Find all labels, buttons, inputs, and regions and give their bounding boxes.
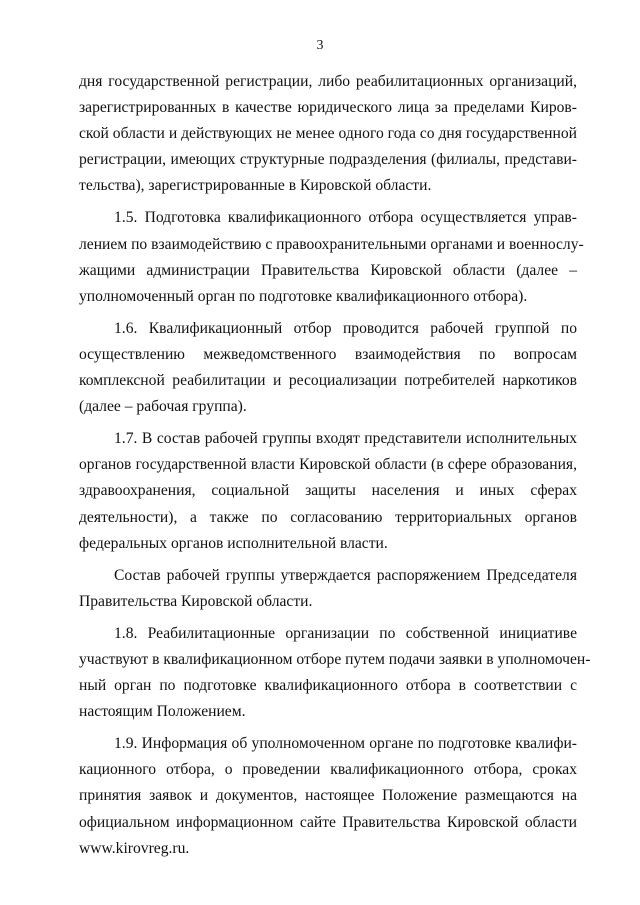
paragraph-1-7 <box>79 426 577 556</box>
text-line: ный орган по подготовке квалификационного отбора в соответствии с <box>79 677 577 695</box>
text-line: деятельности), а также по согласованию территориальных органов <box>79 508 577 526</box>
text-line: (далее – рабочая группа). <box>79 398 247 416</box>
text-line: лением по взаимодействию с правоохранительными органами и военнослу- <box>79 235 584 253</box>
text-line: ской области и действующих не менее одного года со дня государственной <box>79 125 577 143</box>
text-line: федеральных органов исполнительной власти. <box>79 534 388 552</box>
website-link: www.kirovreg.ru. <box>79 839 190 857</box>
paragraph-1-9 <box>79 731 577 861</box>
text-line: Правительства Кировской области. <box>79 592 313 610</box>
document-body <box>79 69 591 862</box>
text-line: зарегистрированных в качестве юридического лица за пределами Киров- <box>79 99 577 117</box>
paragraph-1-5 <box>79 205 584 309</box>
text-line: 1.6. Квалификационный отбор проводится рабочей группой по <box>114 319 577 337</box>
text-line: органов государственной власти Кировской области (в сфере образования, <box>79 456 577 474</box>
text-line: дня государственной регистрации, либо реабилитационных организаций, <box>79 73 577 90</box>
page-number: 3 <box>316 38 324 53</box>
text-line: принятия заявок и документов, настоящее Положение размещаются на <box>79 787 577 805</box>
text-line: участвуют в квалификационном отборе путем подачи заявки в уполномочен- <box>79 650 591 668</box>
paragraph <box>79 69 577 199</box>
paragraph-1-8 <box>79 621 591 725</box>
text-line: 1.5. Подготовка квалификационного отбора осуществляется управ- <box>114 209 577 227</box>
text-line: жащими администрации Правительства Кировской области (далее – <box>79 261 577 279</box>
text-line: здравоохранения, социальной защиты населения и иных сферах <box>79 482 577 500</box>
text-line: 1.8. Реабилитационные организации по собственной инициативе <box>114 624 577 642</box>
text-line: уполномоченный орган по подготовке квалификационного отбора). <box>79 287 528 305</box>
text-line: настоящим Положением. <box>79 703 246 721</box>
text-line: Состав рабочей группы утверждается распоряжением Председателя <box>114 566 577 584</box>
text-line: тельства), зарегистрированные в Кировской области. <box>79 177 432 195</box>
text-line: регистрации, имеющих структурные подразделения (филиалы, представи- <box>79 151 577 169</box>
paragraph-composition <box>79 563 577 615</box>
text-line: официальном информационном сайте Правительства Кировской области <box>79 813 577 831</box>
paragraph-1-6 <box>79 316 577 420</box>
text-line: 1.9. Информация об уполномоченном органе по подготовке квалифи- <box>114 735 577 753</box>
text-line: комплексной реабилитации и ресоциализации потребителей наркотиков <box>79 372 577 390</box>
text-line: осуществлению межведомственного взаимодействия по вопросам <box>79 345 577 363</box>
text-line: 1.7. В состав рабочей группы входят представители исполнительных <box>114 430 577 448</box>
text-line: кационного отбора, о проведении квалификационного отбора, сроках <box>79 761 577 779</box>
